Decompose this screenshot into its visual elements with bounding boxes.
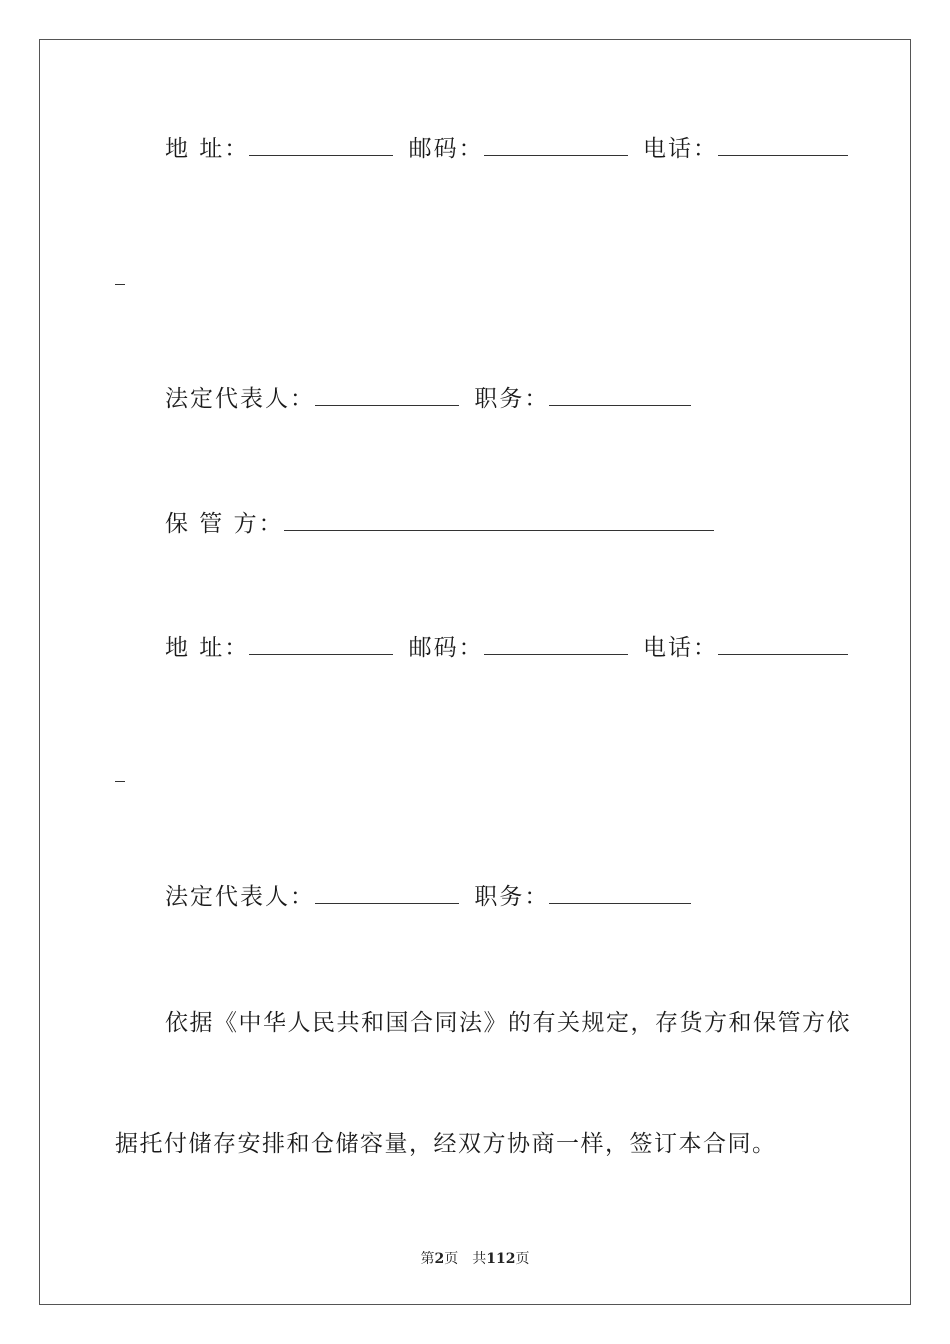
position-label: 职务： bbox=[474, 884, 550, 910]
position-blank bbox=[549, 883, 691, 904]
zip-label: 邮码： bbox=[408, 635, 484, 661]
address-label: 地 址： bbox=[165, 635, 250, 661]
zip-blank bbox=[484, 135, 628, 156]
page-suffix: 页 bbox=[515, 1251, 530, 1267]
page-middle: 页 共 bbox=[444, 1251, 487, 1267]
phone-label: 电话： bbox=[642, 136, 718, 162]
address-blank bbox=[249, 135, 393, 156]
continuation-underline bbox=[115, 781, 125, 782]
address-row-1 bbox=[165, 134, 848, 164]
phone-blank bbox=[718, 135, 848, 156]
rep-row-2 bbox=[165, 882, 691, 912]
zip-label: 邮码： bbox=[408, 136, 484, 162]
legal-rep-blank bbox=[315, 385, 459, 406]
page-number: 2 bbox=[434, 1251, 445, 1267]
phone-label: 电话： bbox=[642, 635, 718, 661]
legal-rep-label: 法定代表人： bbox=[165, 386, 315, 412]
position-blank bbox=[549, 385, 691, 406]
page-border bbox=[39, 39, 911, 1305]
rep-row-1 bbox=[165, 384, 691, 414]
legal-rep-blank bbox=[315, 883, 459, 904]
address-row-2 bbox=[165, 633, 848, 663]
custodian-row bbox=[165, 509, 714, 539]
paragraph-line-2: 据托付储存安排和仓储容量，经双方协商一样，签订本合同。 bbox=[115, 1131, 777, 1157]
position-label: 职务： bbox=[474, 386, 550, 412]
continuation-underline bbox=[115, 284, 125, 285]
custodian-blank bbox=[284, 510, 714, 531]
page-total: 112 bbox=[486, 1251, 516, 1267]
zip-blank bbox=[484, 634, 628, 655]
legal-rep-label: 法定代表人： bbox=[165, 884, 315, 910]
address-blank bbox=[249, 634, 393, 655]
phone-blank bbox=[718, 634, 848, 655]
address-label: 地 址： bbox=[165, 136, 250, 162]
paragraph-line-1: 依据《中华人民共和国合同法》的有关规定，存货方和保管方依 bbox=[165, 1010, 851, 1036]
page-prefix: 第 bbox=[420, 1251, 435, 1267]
page-counter bbox=[0, 1248, 950, 1268]
custodian-label: 保 管 方： bbox=[165, 511, 284, 537]
